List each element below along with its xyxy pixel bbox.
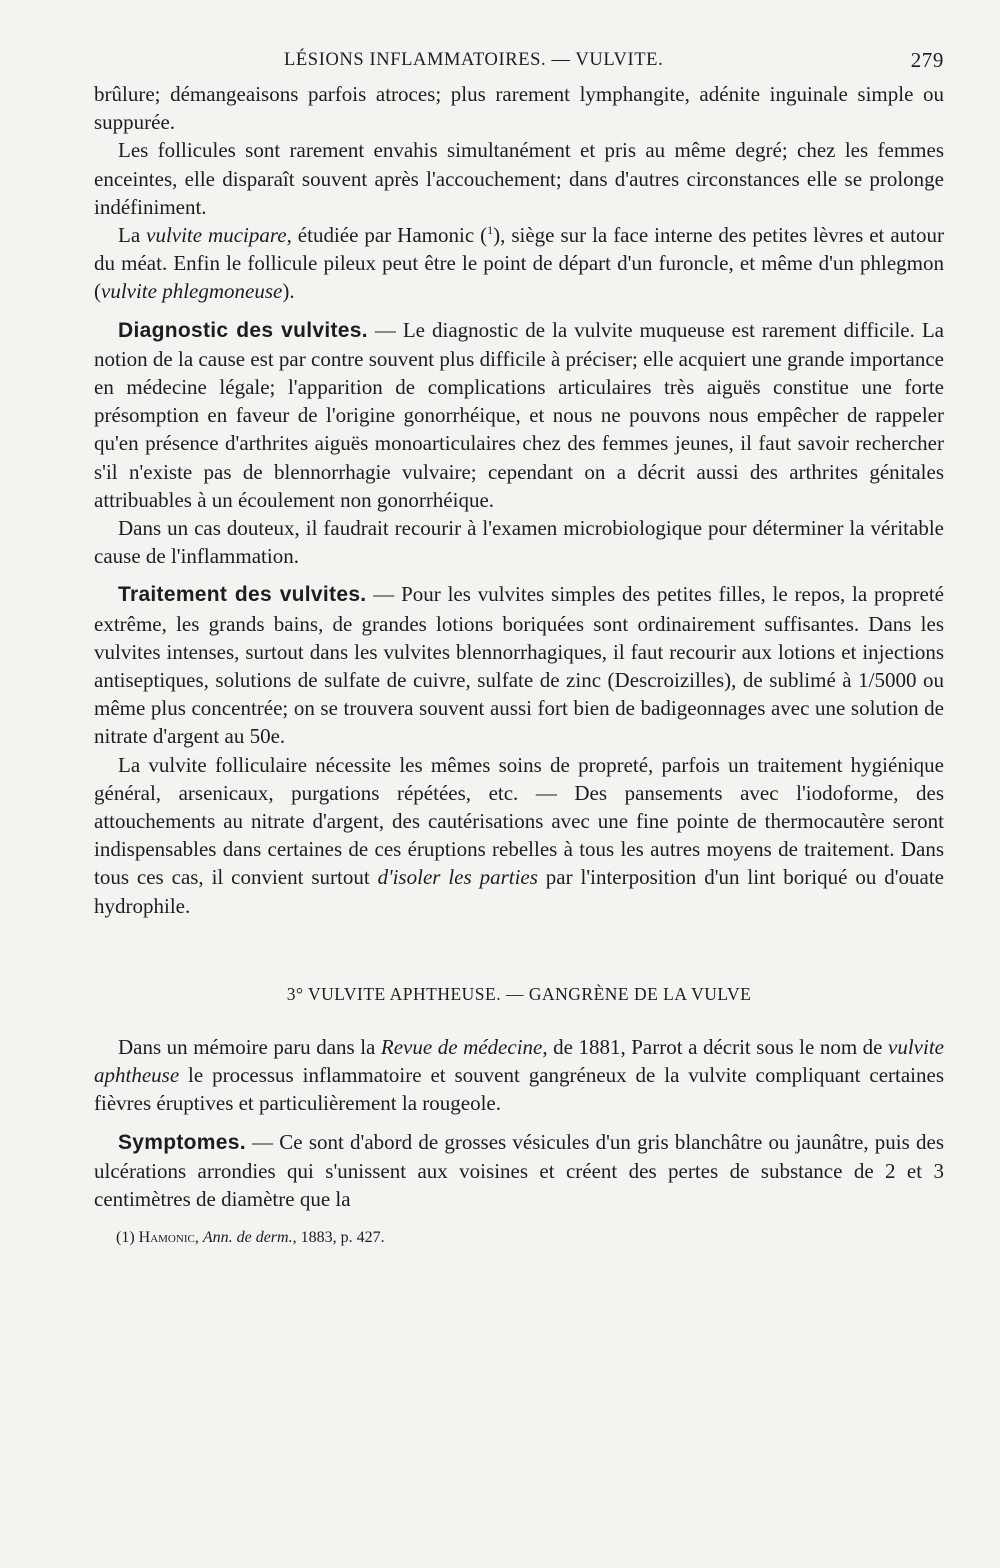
heading-symptomes: Symptomes. — [118, 1130, 246, 1154]
footnote-author: Hamonic — [138, 1229, 195, 1247]
paragraph-traitement: Traitement des vulvites. — Pour les vulvites simples des petites filles, le repos, la propreté extrême, les grands bains, de grandes lotions boriquées sont ordinairement suffisantes. Dans les vulvites intenses, surtout dans les vulvites blennorrhagiques, il faut recourir aux lotions et injections antiseptiques, solutions de sulfate de cuivre, sulfate de zinc (Descroizilles), de sublimé à 1/5000 ou même plus concentrée; on se trouvera souvent aussi fort bien de badigeonnages avec une solution de nitrate d'argent au 50e. — [94, 582, 944, 749]
term-vulvite-mucipare: vulvite mucipare — [146, 223, 287, 248]
term-vulvite-phlegmoneuse: vulvite phlegmoneuse — [101, 279, 283, 304]
paragraph-vulvite-folliculaire: La vulvite folliculaire nécessite les mêmes soins de propreté, parfois un traitement hygiénique général, arsenicaux, purgations répétées, etc. — Des pansements avec l'iodoforme, des attouchements au nitrate d'argent, des cautérisations avec une fine pointe de thermocautère seront indispensables dans certaines de ces éruptions rebelles à tous les autres moyens de traitement. Dans tous ces cas, il convient surtout d'isoler les parties par l'interposition d'un lint boriqué ou d'ouate hydrophile. — [94, 752, 944, 918]
paragraph-follicules: Les follicules sont rarement envahis simultanément et pris au même degré; chez les femmes enceintes, elle disparaît souvent après l'accouchement; dans d'autres circonstances elle se prolonge indéfiniment. — [94, 138, 944, 219]
heading-traitement: Traitement des vulvites. — [118, 583, 367, 607]
paragraph-cas-douteux: Dans un cas douteux, il faudrait recourir à l'examen microbiologique pour déterminer la véritable cause de l'inflammation. — [94, 516, 944, 569]
paragraph-symptomes: Symptomes. — Ce sont d'abord de grosses vésicules d'un gris blanchâtre ou jaunâtre, puis des ulcérations arrondies qui s'unissent aux voisines et créent des pertes de substance de 2 et 3 centimètres de diamètre que la — [94, 1129, 944, 1211]
footnote-ref[interactable]: 1 — [487, 223, 494, 238]
page-number: 279 — [910, 48, 944, 72]
term-vulvite-aphtheuse: vulvite aphtheuse — [94, 1034, 944, 1088]
paragraph-parrot: Dans un mémoire paru dans la Revue de médecine, de 1881, Parrot a décrit sous le nom de vulvite aphtheuse le processus inflammatoire et souvent gangréneux de la vulvite compliquant certaines fièvres éruptives et particulièrement la rougeole. — [94, 1034, 944, 1116]
paragraph-diagnostic: Diagnostic des vulvites. — Le diagnostic de la vulvite muqueuse est rarement difficile. La notion de la cause est par contre souvent plus difficile à préciser; elle acquiert une grande importance en médecine légale; l'apparition de complications articulaires très aiguës constitue une forte présomption en faveur de l'origine gonorrhéique, et nous ne pouvons nous empêcher de rappeler qu'en présence d'arthrites aiguës monoarticulaires chez des femmes jeunes, il faut savoir rechercher s'il n'existe pas de blennorrhagie vulvaire; cependant on a décrit aussi des arthrites génitales attribuables à un écoulement non gonorrhéique. — [94, 317, 944, 512]
footnote-marker: (1) — [116, 1229, 135, 1247]
running-title: LÉSIONS INFLAMMATOIRES. — VULVITE. — [284, 50, 664, 70]
title-revue-medecine: Revue de médecine — [380, 1034, 543, 1059]
paragraph-vulvite-mucipare: La vulvite mucipare, étudiée par Hamonic ($^1$), siège sur la face interne des petites lèvres et autour du méat. Enfin le follicule pileux peut être le point de départ d'un furoncle, et même d'un phlegmon (vulvite phlegmoneuse). — [94, 223, 944, 304]
paragraph-continuation: brûlure; démangeaisons parfois atroces; plus rarement lymphangite, adénite inguinale simple ou suppurée. — [94, 82, 944, 135]
running-header — [94, 46, 944, 80]
footnote: (1) Hamonic, Ann. de derm., 1883, p. 427. — [116, 1229, 385, 1247]
footnote-source: Ann. de derm. — [202, 1229, 293, 1247]
emphasis-isoler-parties: d'isoler les parties — [377, 865, 538, 890]
heading-diagnostic: Diagnostic des vulvites. — [118, 318, 368, 342]
section-title: 3° VULVITE APHTHEUSE. — GANGRÈNE DE LA VULVE — [286, 983, 752, 1004]
